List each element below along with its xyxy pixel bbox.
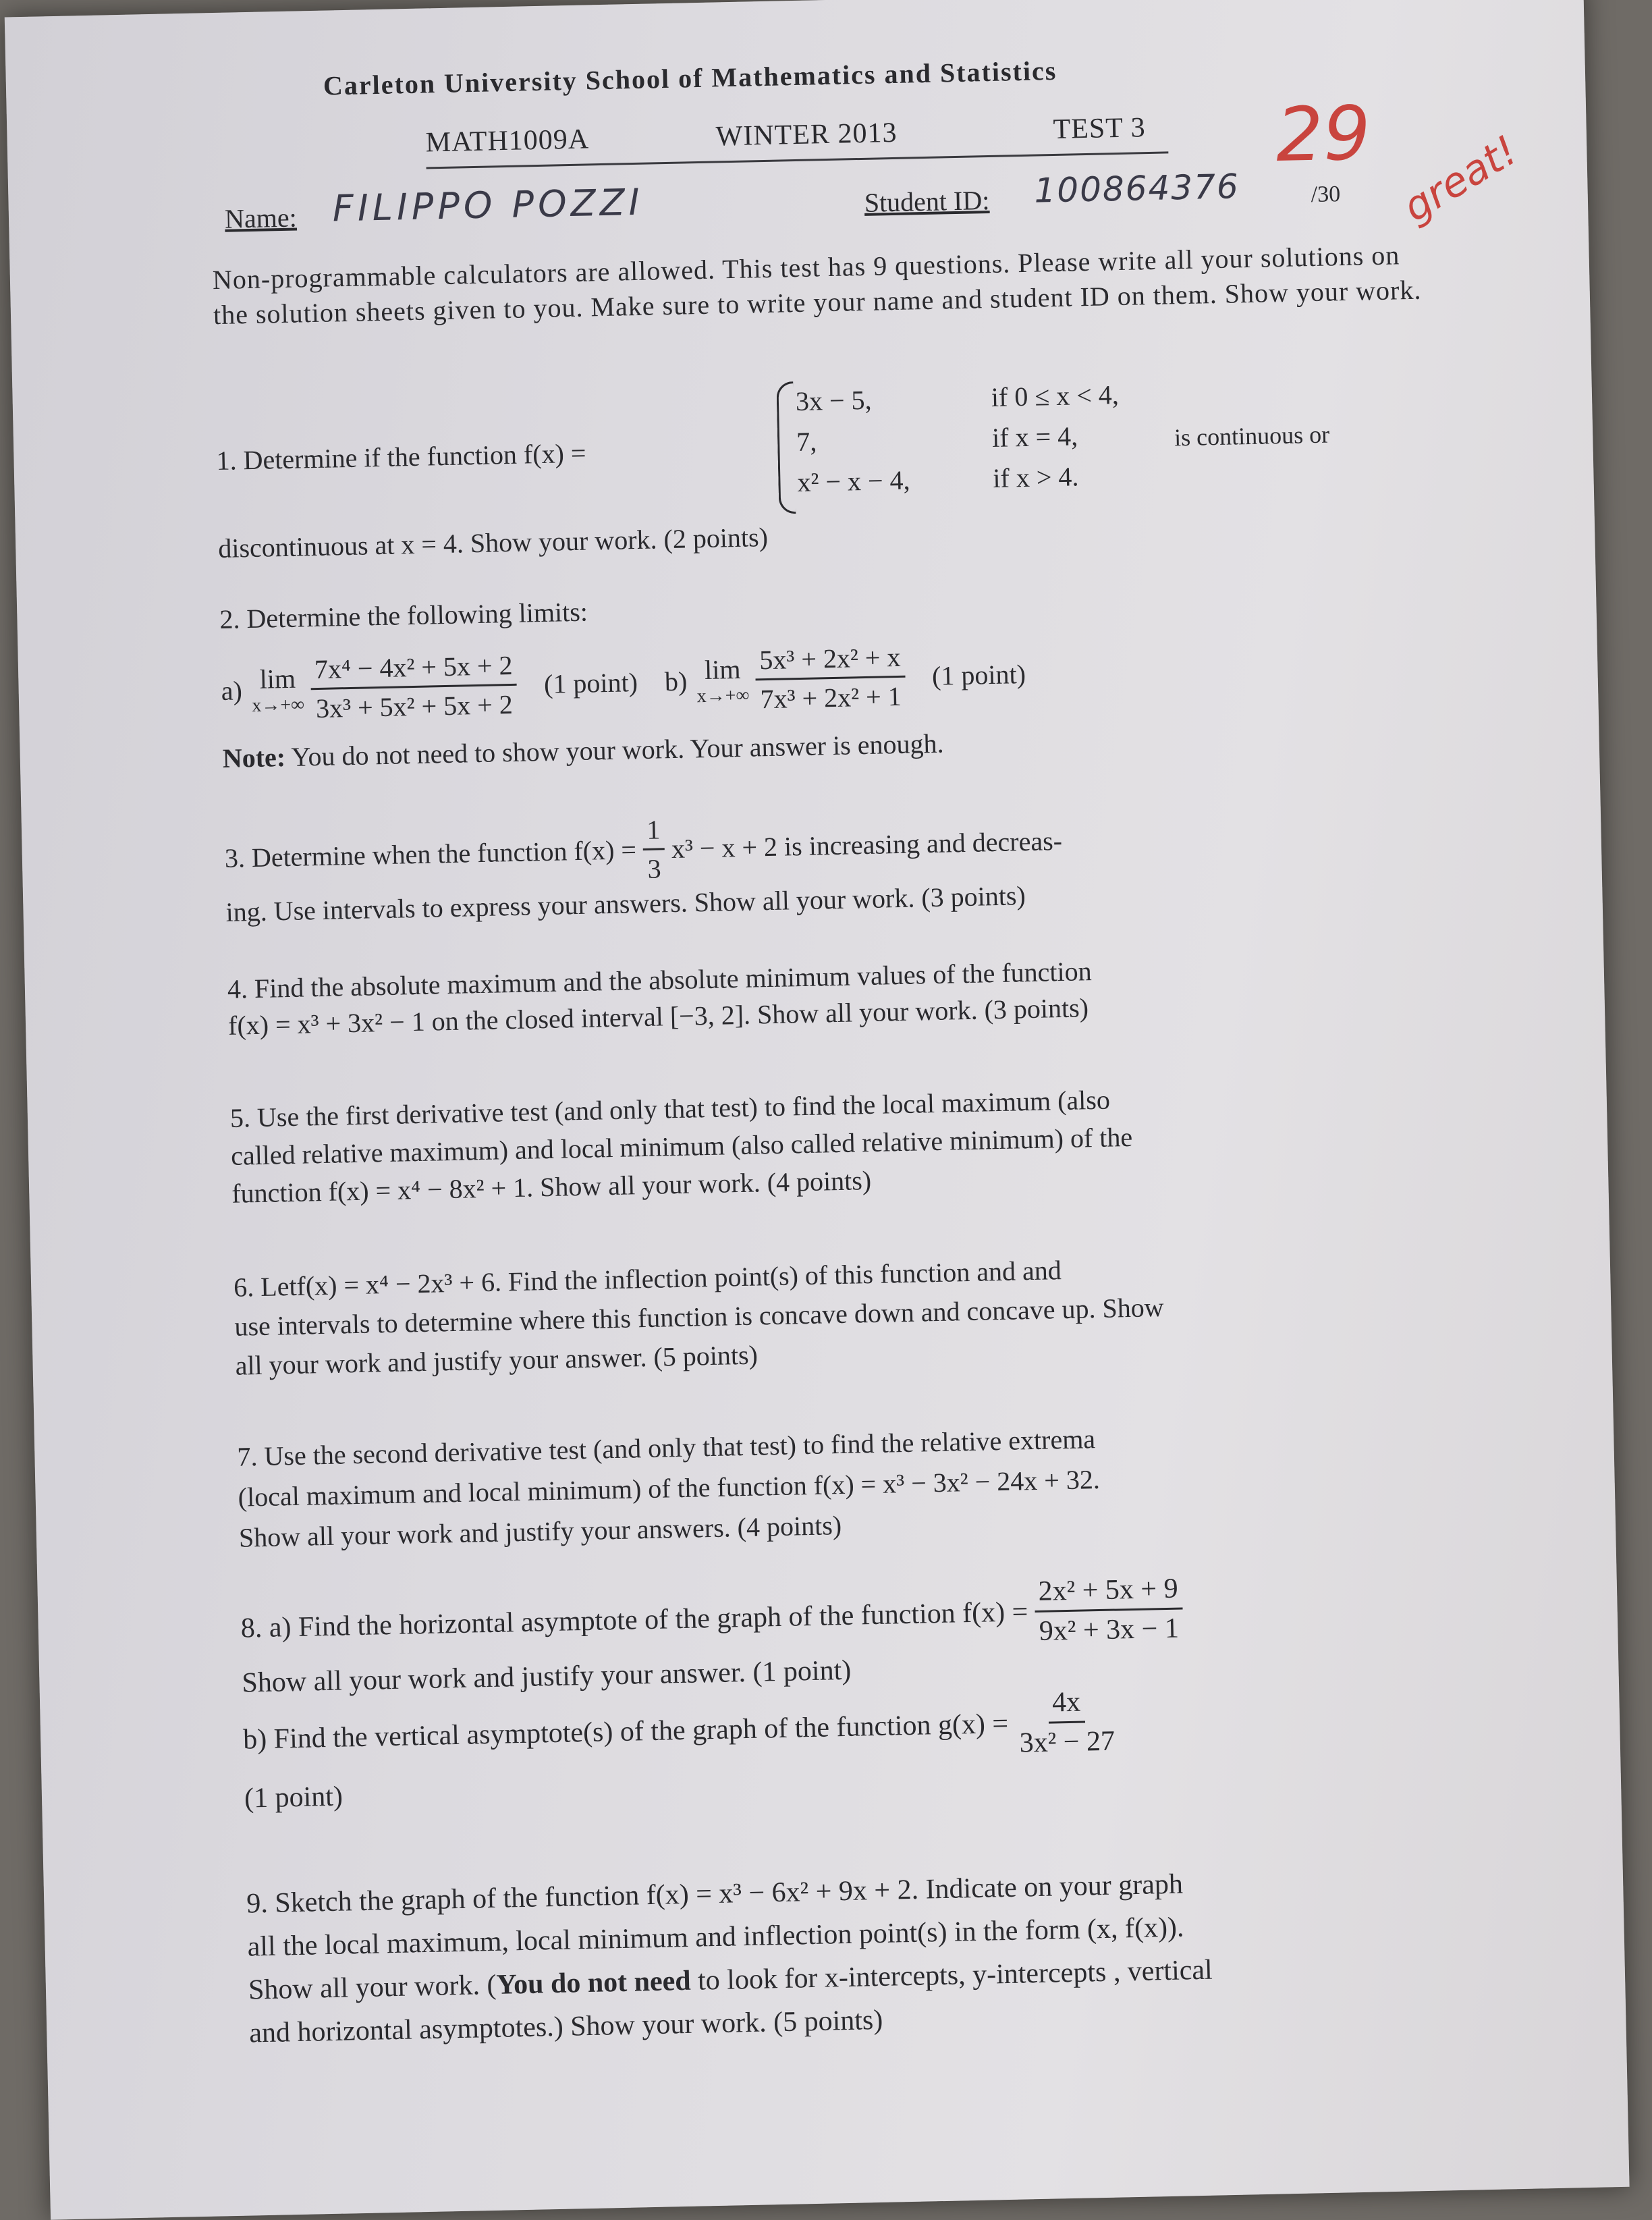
lim-text: lim: [704, 653, 741, 685]
q1-lead: 1. Determine if the function f(x) =: [216, 437, 586, 477]
term: WINTER 2013: [715, 117, 898, 153]
q8b-fraction: [1014, 1685, 1119, 1759]
q8a-pre: 8. a) Find the horizontal asymptote of the graph of the function f(x) =: [240, 1596, 1028, 1644]
question-6: [233, 1249, 1165, 1386]
q6-line1: 6. Letf(x) = x⁴ − 2x³ + 6. Find the inflection point(s) of this function and and: [233, 1255, 1062, 1303]
q8b-num: 4x: [1048, 1686, 1085, 1724]
q8b-den: 3x² − 27: [1019, 1725, 1116, 1759]
q6-line3: all your work and justify your answer. (5 points): [235, 1339, 759, 1381]
total-marks: /30: [1311, 182, 1341, 207]
q5-line2: called relative maximum) and local minimum (also called relative minimum) of the: [230, 1121, 1133, 1171]
q9-line2: all the local maximum, local minimum and inflection point(s) in the form (x, f(x)).: [247, 1912, 1184, 1963]
q7-line2: (local maximum and local minimum) of the function f(x) = x³ − 3x² − 24x + 32.: [238, 1463, 1101, 1513]
grader-comment: great!: [1395, 126, 1526, 232]
lim-text: lim: [259, 663, 296, 695]
piece-2-expr: 7,: [796, 426, 817, 458]
q2b-label: b): [664, 666, 688, 697]
q5-line3: function f(x) = x⁴ − 8x² + 1. Show all your work. (4 points): [231, 1164, 872, 1209]
q2a-label: a): [221, 675, 243, 706]
student-id-label: Student ID:: [864, 184, 990, 218]
q3-post: x³ − x + 2 is increasing and decreas-: [671, 825, 1063, 865]
q2a-den: 3x³ + 5x² + 5x + 2: [315, 688, 514, 724]
q7-line3: Show all your work and justify your answers. (4 points): [238, 1510, 842, 1553]
question-3: [224, 796, 1508, 928]
q9-line3-bold: You do not need: [495, 1965, 692, 2001]
q3-line2: ing. Use intervals to express your answers. Show all your work. (3 points): [225, 880, 1026, 927]
q2a-points: (1 point): [543, 667, 638, 699]
q5-line1: 5. Use the first derivative test (and only that test) to find the local maximum (also: [229, 1084, 1111, 1133]
q2-limits: [221, 628, 1504, 726]
piece-3-cond: if x > 4.: [992, 461, 1079, 493]
q8a-line2: Show all your work and justify your answer. (1 point): [242, 1654, 852, 1699]
q8b-line1: [242, 1683, 1192, 1775]
student-id-handwritten: 100864376: [1033, 167, 1240, 211]
q6-line2: use intervals to determine where this function is concave down and concave up. Show: [233, 1291, 1165, 1342]
q1-line2: discontinuous at x = 4. Show your work. (2 points): [217, 521, 769, 564]
q3-num: 1: [642, 813, 665, 850]
piece-1-cond: if 0 ≤ x < 4,: [991, 379, 1120, 412]
q9-line3-post: to look for x-intercepts, y-intercepts , vertical: [697, 1954, 1213, 1997]
q9-line1: 9. Sketch the graph of the function f(x) = x³ − 6x² + 9x + 2. Indicate on your graph: [246, 1868, 1184, 1920]
q2a-num: 7x⁴ − 4x² + 5x + 2: [310, 649, 517, 690]
question-4: [227, 953, 1093, 1044]
score-handwritten: 29: [1275, 90, 1372, 179]
question-7: [237, 1419, 1101, 1559]
q4-line2: f(x) = x³ + 3x² − 1 on the closed interval [−3, 2]. Show all your work. (3 points): [227, 992, 1089, 1041]
test-number: TEST 3: [1053, 112, 1147, 145]
q8b-line2: (1 point): [244, 1781, 343, 1814]
q7-line1: 7. Use the second derivative test (and only that test) to find the relative extrema: [237, 1424, 1096, 1472]
exam-sheet: [5, 0, 1630, 2220]
question-5: [229, 1081, 1133, 1213]
question-1: [215, 364, 1497, 564]
q3-fraction: [642, 813, 665, 885]
lim-sub: x→+∞: [696, 684, 750, 707]
note-text: You do not need to show your work. Your answer is enough.: [291, 728, 944, 772]
question-9: [246, 1862, 1214, 2055]
q2b-num: 5x³ + 2x² + x: [755, 641, 905, 681]
q2b-lim: [696, 653, 749, 708]
question-8: [240, 1572, 1193, 1814]
q2b-points: (1 point): [931, 659, 1026, 691]
q2a-lim: [251, 662, 304, 717]
q2a-fraction: [310, 649, 518, 724]
piece-1-expr: 3x − 5,: [795, 384, 872, 417]
lim-sub: x→+∞: [251, 694, 305, 717]
q2-note: [222, 715, 1505, 774]
brace-symbol: [776, 381, 796, 514]
course-line: [425, 111, 1168, 169]
q1-trail: is continuous or: [1174, 421, 1330, 452]
q2-lead: 2. Determine the following limits:: [219, 596, 588, 634]
q3-den: 3: [647, 853, 661, 884]
q9-line3-pre: Show all your work. (: [248, 1969, 497, 2006]
q8a-fraction: [1034, 1572, 1183, 1648]
q3-pre: 3. Determine when the function f(x) =: [224, 834, 637, 873]
q2b-fraction: [755, 641, 906, 715]
q9-line4: and horizontal asymptotes.) Show your work. (5 points): [248, 2004, 883, 2049]
note-label: Note:: [222, 742, 286, 774]
course-code: MATH1009A: [425, 124, 590, 159]
q2b-den: 7x³ + 2x² + 1: [760, 680, 902, 715]
institution-title: Carleton University School of Mathematics and Statistics: [323, 55, 1057, 101]
q8a-num: 2x² + 5x + 9: [1034, 1572, 1182, 1613]
piece-3-expr: x² − x − 4,: [796, 464, 910, 498]
instructions: Non-programmable calculators are allowed. This test has 9 questions. Please write all your solutions on the solution sheets given to you. Make sure to write your name and student ID on them. Show your work.: [212, 240, 1422, 331]
piece-2-cond: if x = 4,: [991, 421, 1078, 453]
name-label: Name:: [224, 202, 298, 234]
name-handwritten: FILIPPO POZZI: [332, 180, 644, 230]
q8a-den: 9x² + 3x − 1: [1039, 1613, 1180, 1647]
q4-line1: 4. Find the absolute maximum and the absolute minimum values of the function: [227, 956, 1093, 1004]
q8b-pre: b) Find the vertical asymptote(s) of the graph of the function g(x) =: [242, 1708, 1009, 1756]
question-2: [219, 576, 1505, 774]
